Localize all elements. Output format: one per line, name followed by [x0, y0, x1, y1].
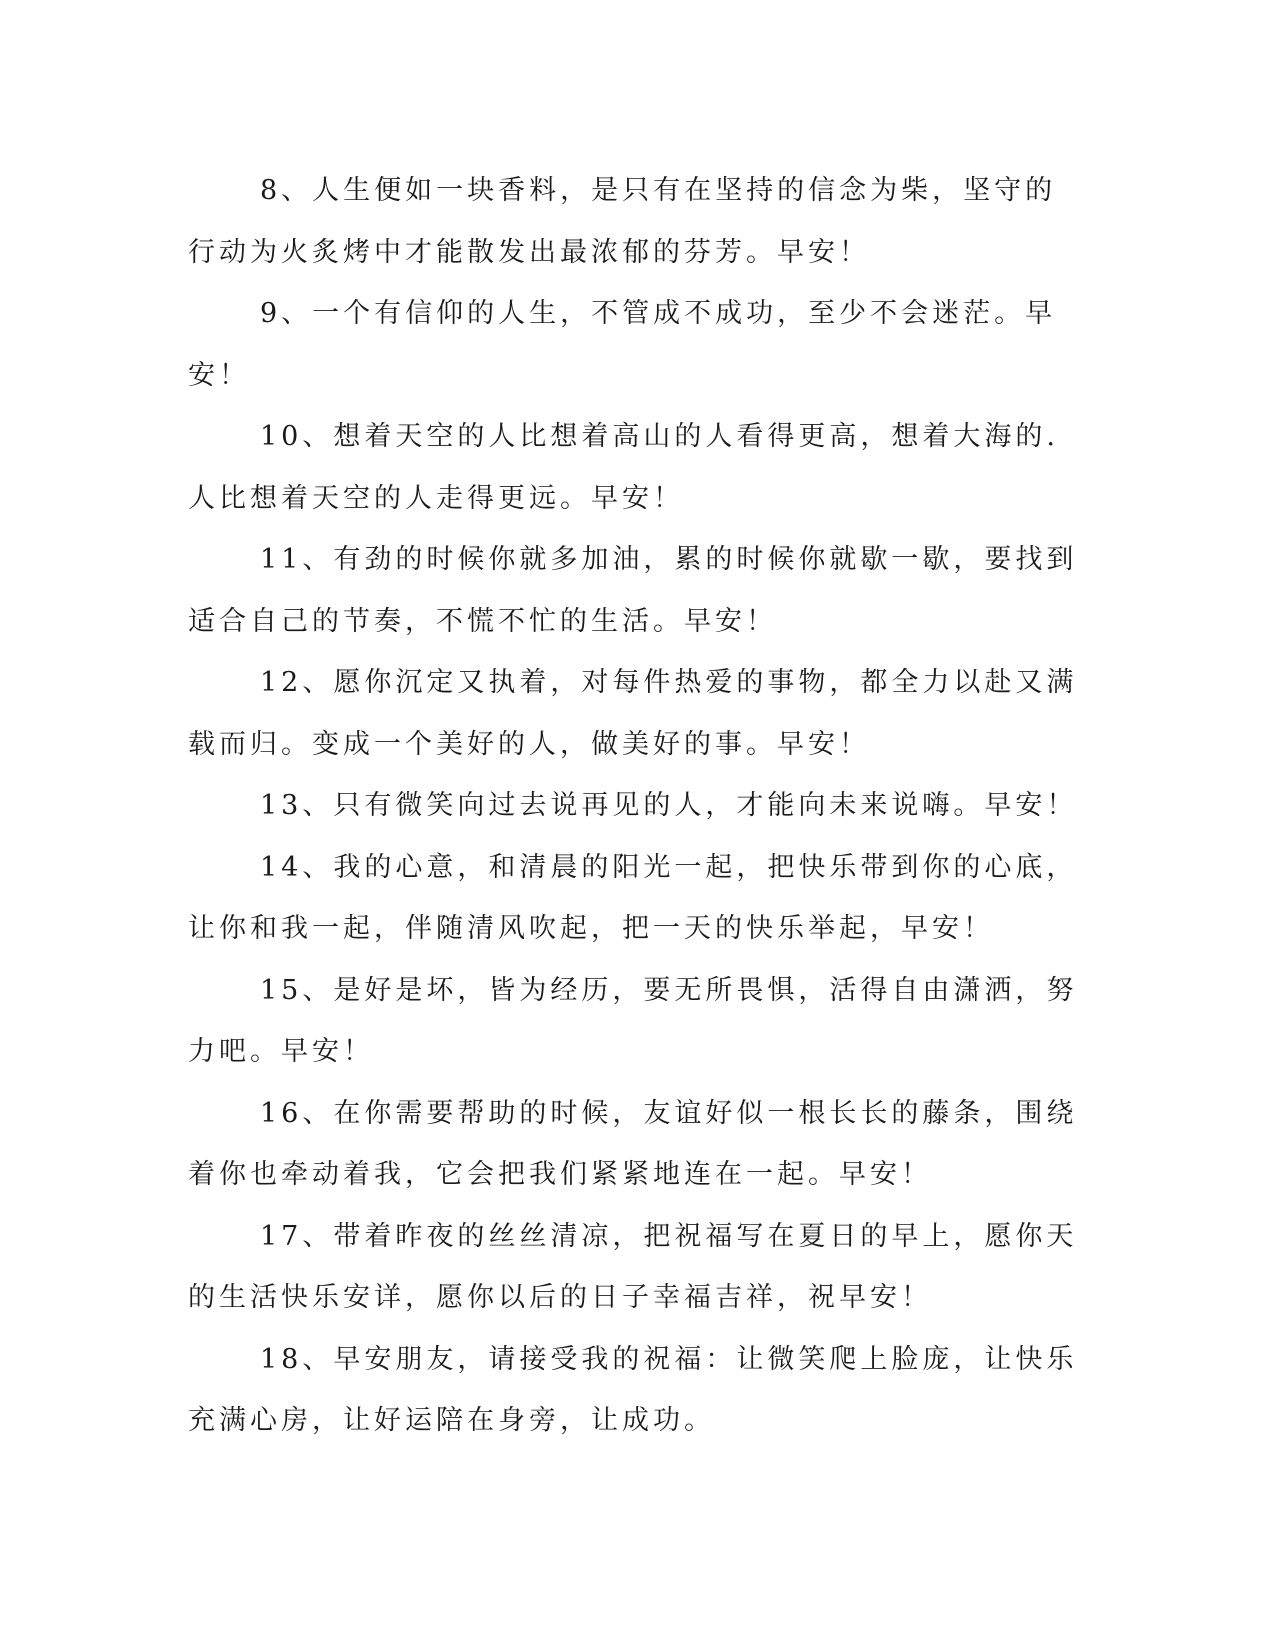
- paragraph-9: 9、一个有信仰的人生，不管成不成功，至少不会迷茫。早安！: [188, 298, 1057, 391]
- paragraph-18: 18、早安朋友，请接受我的祝福：让微笑爬上脸庞，让快乐充满心房，让好运陪在身旁，让成功。: [188, 1343, 1078, 1436]
- paragraph-12: 12、愿你沉定又执着，对每件热爱的事物，都全力以赴又满载而归。变成一个美好的人，做美好的事。早安！: [188, 667, 1078, 760]
- paragraph-17: 17、带着昨夜的丝丝清凉，把祝福写在夏日的早上，愿你天的生活快乐安详，愿你以后的日子幸福吉祥，祝早安！: [188, 1220, 1078, 1313]
- paragraph-15: 15、是好是坏，皆为经历，要无所畏惧，活得自由潇洒，努力吧。早安！: [188, 974, 1078, 1067]
- paragraph-11: 11、有劲的时候你就多加油，累的时候你就歇一歇，要找到适合自己的节奏，不慌不忙的生活。早安！: [188, 544, 1078, 637]
- paragraph-8: 8、人生便如一块香料，是只有在坚持的信念为柴，坚守的行动为火炙烤中才能散发出最浓郁的芬芳。早安！: [188, 175, 1057, 268]
- paragraph-10: 10、想着天空的人比想着高山的人看得更高，想着大海的.人比想着天空的人走得更远。早安！: [188, 421, 1059, 514]
- paragraph-13: 13、只有微笑向过去说再见的人，才能向未来说嗨。早安！: [260, 790, 1078, 821]
- paragraph-16: 16、在你需要帮助的时候，友谊好似一根长长的藤条，围绕着你也牵动着我，它会把我们紧紧地连在一起。早安！: [188, 1097, 1078, 1190]
- document-body: [188, 160, 1078, 1452]
- paragraph-14: 14、我的心意，和清晨的阳光一起，把快乐带到你的心底，让你和我一起，伴随清风吹起，把一天的快乐举起，早安！: [188, 851, 1078, 944]
